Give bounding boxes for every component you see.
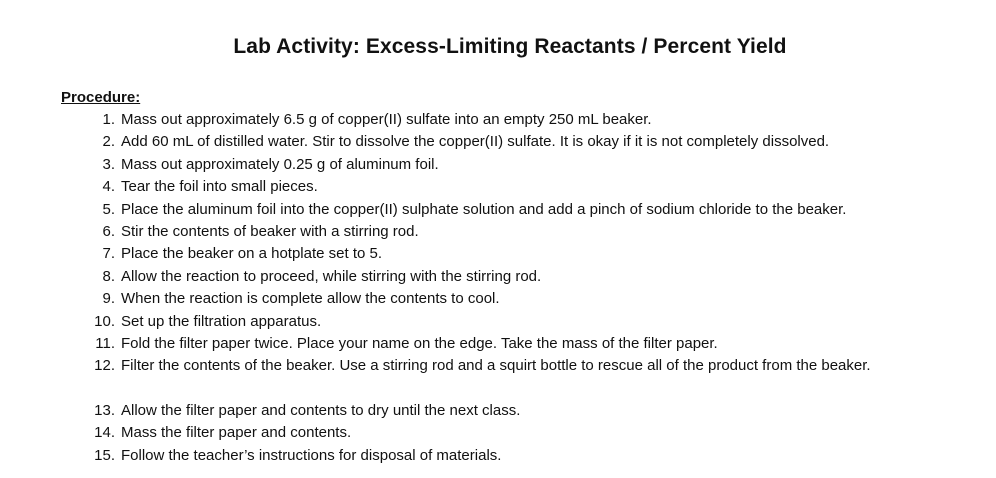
step-text: Mass out approximately 6.5 g of copper(II) sulfate into an empty 250 mL beaker. [121, 111, 652, 128]
page-title: Lab Activity: Excess-Limiting Reactants / Percent Yield [233, 35, 787, 58]
step-number: 3. [102, 155, 115, 173]
procedure-step [0, 131, 996, 153]
procedure-step [0, 154, 996, 176]
step-text: Tear the foil into small pieces. [121, 178, 318, 196]
procedure-heading: Procedure: [61, 89, 141, 106]
step-text: Allow the reaction to proceed, while stirring with the stirring rod. [121, 267, 542, 285]
procedure-step [0, 333, 996, 355]
step-text: Mass the filter paper and contents. [121, 424, 352, 442]
step-number: 2. [102, 133, 115, 151]
procedure-step [0, 422, 996, 444]
procedure-step [0, 311, 996, 333]
step-number: 6. [102, 222, 115, 240]
step-number: 9. [102, 290, 115, 308]
step-number: 11. [95, 334, 115, 352]
step-number: 1. [102, 111, 115, 128]
step-text: Set up the filtration apparatus. [121, 312, 322, 330]
procedure-step [0, 243, 996, 265]
step-text: Stir the contents of beaker with a stirring rod. [121, 222, 419, 240]
step-text: Place the beaker on a hotplate set to 5. [121, 245, 383, 263]
procedure-step [0, 109, 996, 131]
step-text: When the reaction is complete allow the contents to cool. [121, 290, 500, 308]
step-number: 14. [94, 424, 115, 442]
step-number: 15. [94, 446, 115, 464]
procedure-step [0, 199, 996, 221]
step-number: 13. [94, 402, 115, 420]
procedure-step [0, 400, 996, 422]
procedure-steps-list [0, 109, 996, 467]
procedure-step [0, 445, 996, 467]
procedure-step [0, 221, 996, 243]
procedure-step [0, 266, 996, 288]
step-number: 8. [102, 267, 115, 285]
procedure-step [0, 355, 996, 400]
procedure-step [0, 176, 996, 198]
step-number: 5. [102, 200, 115, 218]
step-text: Place the aluminum foil into the copper(II) sulphate solution and add a pinch of sodium chloride to the beaker. [121, 200, 847, 218]
step-text: Allow the filter paper and contents to dry until the next class. [121, 402, 521, 420]
procedure-step [0, 288, 996, 310]
step-number: 7. [102, 245, 115, 263]
step-text: Follow the teacher’s instructions for disposal of materials. [121, 446, 502, 464]
step-number: 10. [94, 312, 115, 330]
step-text: Fold the filter paper twice. Place your name on the edge. Take the mass of the filter paper. [121, 334, 718, 352]
step-text: Add 60 mL of distilled water. Stir to dissolve the copper(II) sulfate. It is okay if it is not completely dissolved. [121, 133, 830, 151]
step-number: 4. [102, 178, 115, 196]
step-number: 12. [94, 357, 115, 375]
step-text: Filter the contents of the beaker. Use a stirring rod and a squirt bottle to rescue all of the product from the beaker. [121, 357, 871, 375]
step-text: Mass out approximately 0.25 g of aluminum foil. [121, 155, 439, 173]
